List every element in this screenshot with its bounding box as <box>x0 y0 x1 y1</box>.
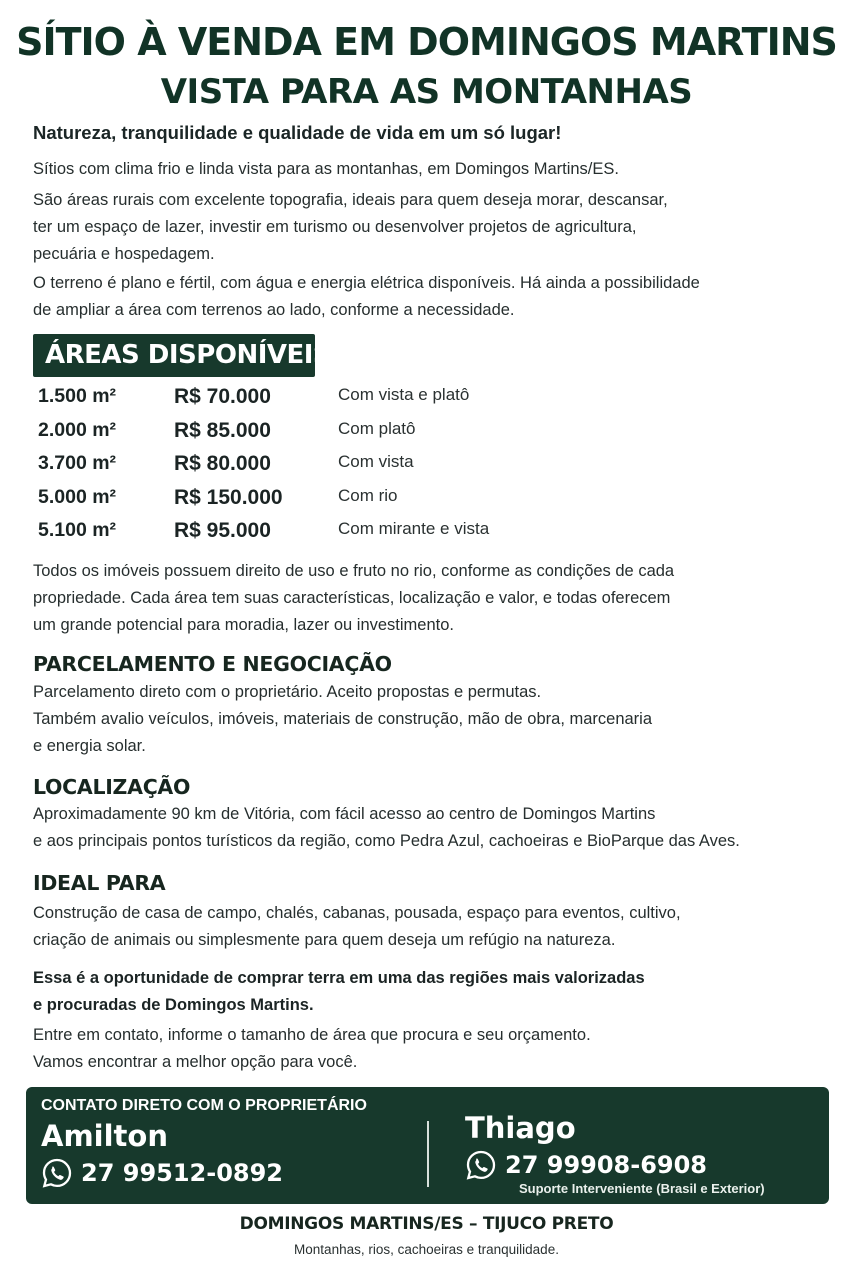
closing-highlight-line: Essa é a oportunidade de comprar terra em uma das regiões mais valorizadas <box>33 969 645 987</box>
intro-p3-line: de ampliar a área com terrenos ao lado, conforme a necessidade. <box>33 301 515 319</box>
intro-p2-line: São áreas rurais com excelente topografia, ideais para quem deseja morar, descansar, <box>33 191 668 209</box>
support-phone: 27 99908-6908 <box>505 1151 708 1179</box>
owner-phone: 27 99512-0892 <box>81 1159 284 1187</box>
area-size: 3.700 m² <box>38 452 117 474</box>
footer-location: DOMINGOS MARTINS/ES – TIJUCO PRETO <box>239 1214 614 1234</box>
financing-text <box>33 679 652 760</box>
contact-heading: CONTATO DIRETO COM O PROPRIETÁRIO <box>41 1097 367 1114</box>
closing-line: Entre em contato, informe o tamanho de área que procura e seu orçamento. <box>33 1026 591 1044</box>
area-price: R$ 150.000 <box>174 485 283 509</box>
support-note: Suporte Interveniente (Brasil e Exterior) <box>519 1181 765 1196</box>
intro-lead: Natureza, tranquilidade e qualidade de vida em um só lugar! <box>33 122 562 143</box>
financing-line: e energia solar. <box>33 737 146 755</box>
area-size: 2.000 m² <box>38 418 117 441</box>
ideal-heading: IDEAL PARA <box>33 871 166 895</box>
area-description: Com platô <box>338 418 416 438</box>
area-description: Com mirante e vista <box>338 519 490 538</box>
areas-note <box>33 558 674 639</box>
area-price: R$ 80.000 <box>174 452 271 475</box>
areas-note-line: Todos os imóveis possuem direito de uso e fruto no rio, conforme as condições de cada <box>33 562 675 580</box>
intro-paragraph-1 <box>33 156 619 183</box>
whatsapp-icon <box>41 1157 73 1189</box>
area-size: 5.100 m² <box>38 519 117 541</box>
closing-highlight <box>33 965 645 1019</box>
closing-text <box>33 1022 591 1076</box>
support-phone-link[interactable] <box>465 1149 707 1181</box>
location-line: Aproximadamente 90 km de Vitória, com fácil acesso ao centro de Domingos Martins <box>33 805 656 823</box>
whatsapp-icon <box>465 1149 497 1181</box>
area-size: 5.000 m² <box>38 485 117 508</box>
intro-p1-line: Sítios com clima frio e linda vista para as montanhas, em Domingos Martins/ES. <box>33 160 619 178</box>
footer-tagline: Montanhas, rios, cachoeiras e tranquilidade. <box>294 1242 559 1257</box>
ideal-text <box>33 900 681 954</box>
areas-note-line: propriedade. Cada área tem suas características, localização e valor, e todas oferecem <box>33 589 671 607</box>
location-heading: LOCALIZAÇÃO <box>33 775 191 799</box>
location-text <box>33 801 740 855</box>
areas-heading: ÁREAS DISPONÍVEIS <box>33 334 315 377</box>
intro-paragraph-3 <box>33 270 700 324</box>
area-description: Com rio <box>338 485 398 505</box>
contact-divider <box>427 1121 429 1187</box>
owner-phone-link[interactable] <box>41 1157 283 1189</box>
area-price: R$ 85.000 <box>174 418 271 442</box>
page-title: SÍTIO À VENDA EM DOMINGOS MARTINS <box>16 20 837 64</box>
area-description: Com vista e platô <box>338 385 470 404</box>
intro-p2-line: ter um espaço de lazer, investir em turismo ou desenvolver projetos de agricultura, <box>33 218 637 236</box>
intro-p2-line: pecuária e hospedagem. <box>33 245 215 263</box>
closing-line: Vamos encontrar a melhor opção para você. <box>33 1053 358 1071</box>
location-line: e aos principais pontos turísticos da região, como Pedra Azul, cachoeiras e BioParque das Aves. <box>33 832 740 850</box>
area-price: R$ 95.000 <box>174 519 271 542</box>
area-price: R$ 70.000 <box>174 385 271 408</box>
ideal-line: Construção de casa de campo, chalés, cabanas, pousada, espaço para eventos, cultivo, <box>33 904 681 922</box>
intro-p3-line: O terreno é plano e fértil, com água e energia elétrica disponíveis. Há ainda a possibilidade <box>33 274 700 292</box>
ideal-line: criação de animais ou simplesmente para quem deseja um refúgio na natureza. <box>33 931 616 949</box>
financing-line: Também avalio veículos, imóveis, materiais de construção, mão de obra, marcenaria <box>33 710 653 728</box>
financing-heading: PARCELAMENTO E NEGOCIAÇÃO <box>33 652 392 676</box>
owner-name: Amilton <box>41 1119 168 1153</box>
area-description: Com vista <box>338 452 414 471</box>
contact-box <box>26 1087 829 1204</box>
page-subtitle: VISTA PARA AS MONTANHAS <box>160 72 693 112</box>
financing-line: Parcelamento direto com o proprietário. Aceito propostas e permutas. <box>33 683 542 701</box>
intro-paragraph-2 <box>33 187 668 268</box>
areas-note-line: um grande potencial para moradia, lazer ou investimento. <box>33 616 454 634</box>
closing-highlight-line: e procuradas de Domingos Martins. <box>33 996 314 1014</box>
area-size: 1.500 m² <box>38 385 117 407</box>
support-name: Thiago <box>465 1111 576 1145</box>
